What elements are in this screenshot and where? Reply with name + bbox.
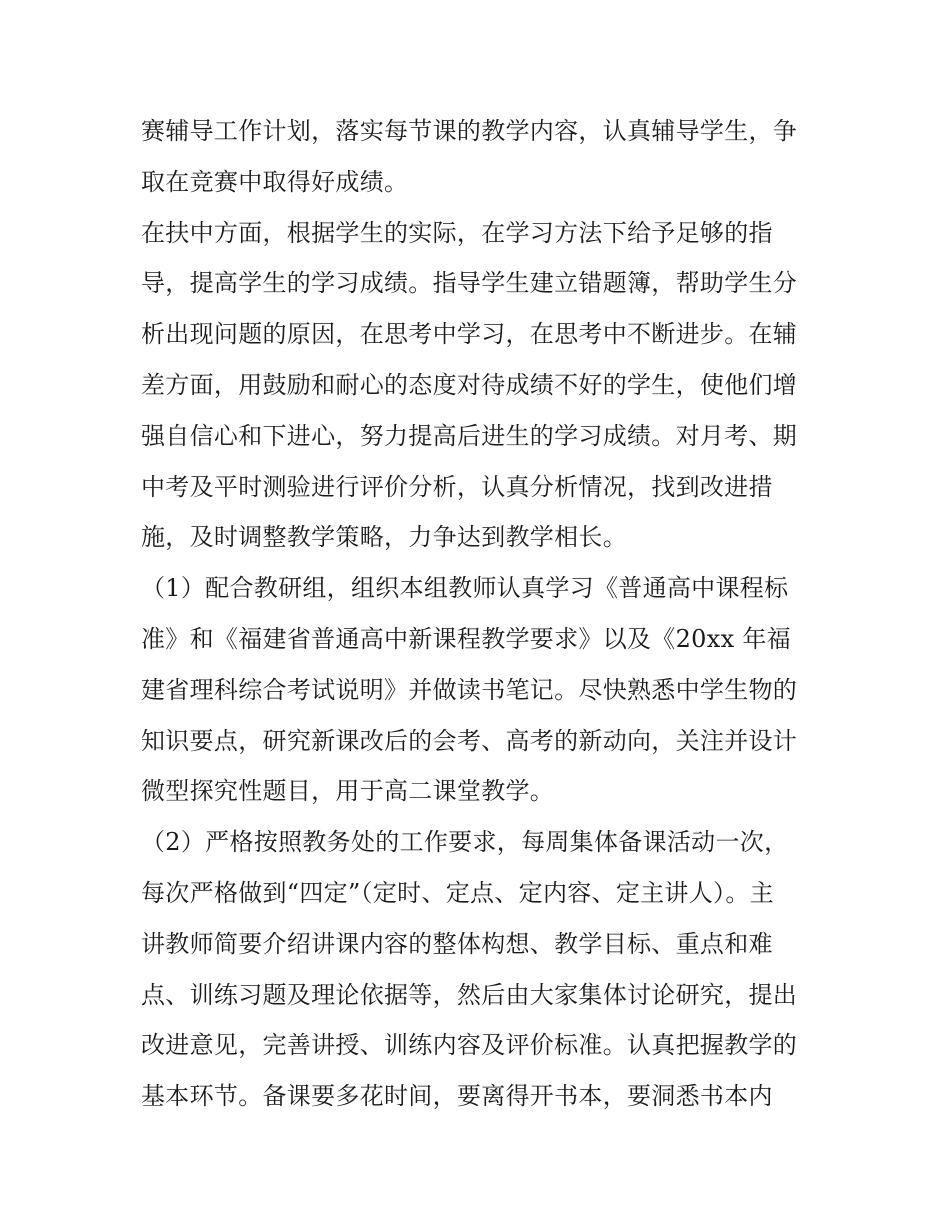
text-line: 强自信心和下进心，努力提高后进生的学习成绩。对月考、期 xyxy=(141,421,798,450)
text-line: 建省理科综合考试说明》并做读书笔记。尽快熟悉中学生物的 xyxy=(141,675,798,704)
text-line: 差方面，用鼓励和耐心的态度对待成绩不好的学生，使他们增 xyxy=(141,370,798,399)
text-line: （1）配合教研组，组织本组教师认真学习《普通高中课程标 xyxy=(141,574,789,603)
text-line: 点、训练习题及理论依据等，然后由大家集体讨论研究，提出 xyxy=(141,980,798,1009)
text-line: 施，及时调整教学策略，力争达到教学相长。 xyxy=(141,523,627,552)
text-line: 析出现问题的原因，在思考中学习，在思考中不断进步。在辅 xyxy=(141,320,798,349)
text-line: 微型探究性题目，用于高二课堂教学。 xyxy=(141,777,555,806)
text-line: 讲教师简要介绍讲课内容的整体构想、教学目标、重点和难 xyxy=(141,929,773,958)
text-line: 每次严格做到“四定”（定时、定点、定内容、定主讲人）。主 xyxy=(141,878,774,907)
text-line: 导，提高学生的学习成绩。指导学生建立错题簿，帮助学生分 xyxy=(141,269,798,298)
text-line: 准》和《福建省普通高中新课程教学要求》以及《20xx 年福 xyxy=(141,624,791,653)
text-line: 改进意见，完善讲授、训练内容及评价标准。认真把握教学的 xyxy=(141,1031,798,1060)
text-line: 基本环节。备课要多花时间，要离得开书本，要洞悉书本内 xyxy=(141,1082,773,1111)
text-line: 知识要点，研究新课改后的会考、高考的新动向，关注并设计 xyxy=(141,726,798,755)
text-line: 在扶中方面，根据学生的实际，在学习方法下给予足够的指 xyxy=(141,218,773,247)
text-line: 取在竞赛中取得好成绩。 xyxy=(141,167,409,196)
text-line: 赛辅导工作计划，落实每节课的教学内容，认真辅导学生，争 xyxy=(141,117,798,145)
text-line: 中考及平时测验进行评价分析，认真分析情况，找到改进措 xyxy=(141,472,773,501)
text-line: （2）严格按照教务处的工作要求，每周集体备课活动一次， xyxy=(141,828,789,857)
document-body xyxy=(141,106,821,1122)
